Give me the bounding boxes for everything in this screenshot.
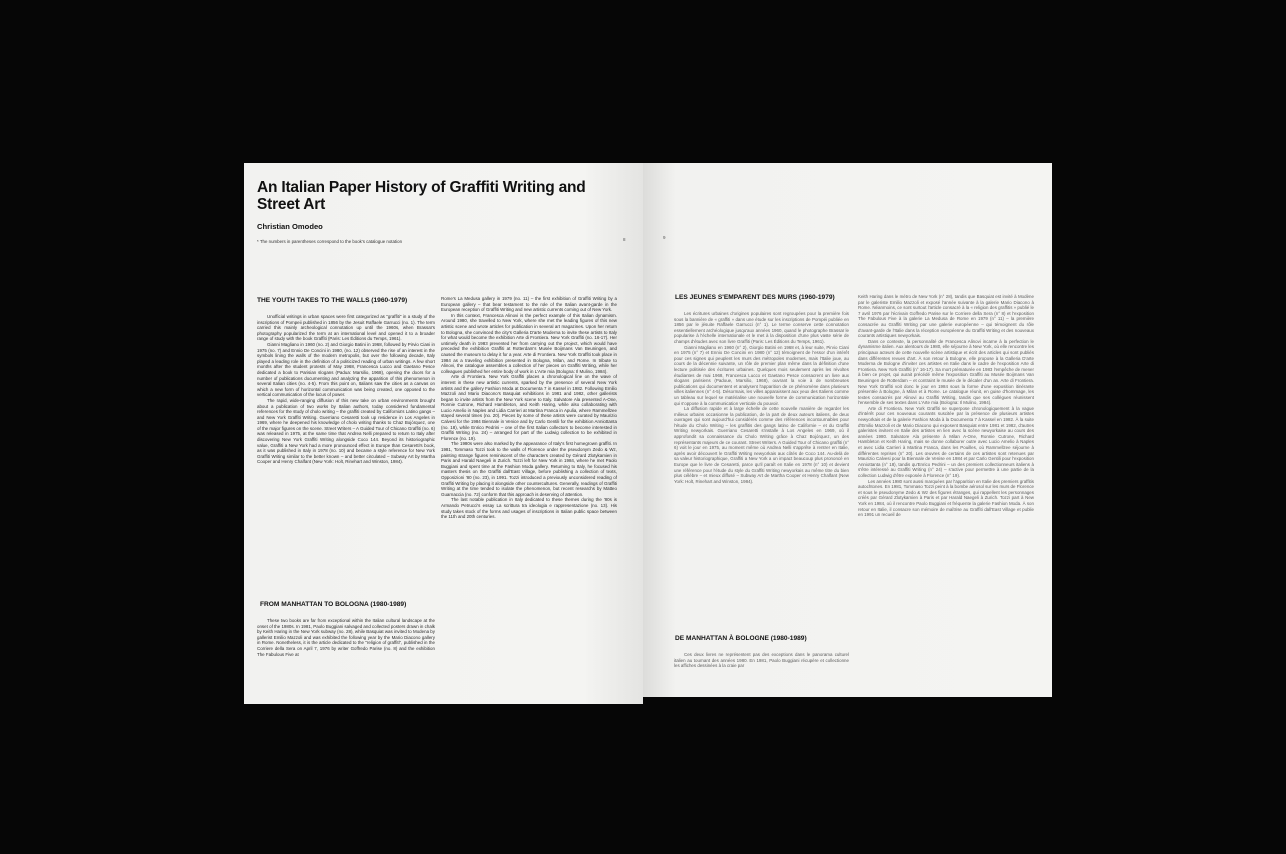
paragraph: Dans ce contexte, la personnalité de Francesca Alinovi incarne à la perfection le dynamisme italien. Aux alentours de 1980, elle séjourne à New York, où elle rencontre les principaux acteurs de cette nouvelle scène artistique et écrit des articles qui sont publiés dans différentes revues d'art. À son retour à Bologne, elle propose à la Galleria D'arte Moderna de Bologne d'inviter ces artistes en Italie dans le cadre de l'exposition Arte di Frontiera. New York Graffiti (n° 16-17). Sa mort prématurée en 1983 l'empêche de mener à bien ce projet, qui aurait précédé même l'exposition Graffiti au Musée Boijmans Van Beuningen de Rotterdam – et contraint le musée de le décaler d'un an. Arte di Frontiera. New York Graffiti voit donc le jour en 1984 sous la forme d'une exposition itinérante présentée à Bologne, à Milan et à Rome. Le catalogue réunit, en guise d'hommage, les textes consacrés par Alinovi au Graffiti Writing, tandis que ses collègues réunissent l'ensemble de ses textes dans L'Arte mia (Bologna: Il Mulino, 1984). xyxy=(858,338,1034,406)
paragraph: Arte di Frontiera. New York Graffiti places a chronological line on the wave of interest in these new artistic currents, sparked by the presence of several New York artists and the gallery Fashion Moda at Documenta 7 in Kassel in 1982. Following Emilio Mazzoli and Mario Diacono's Basquiat exhibitions in 1981 and 1982, other gallerists began to invite artists from the New York scene to Italy. Salvatore Ala presented A-One, Ronnie Cutrone, Richard Hambleton, and Keith Haring, while also collaborating with Lucio Amelio in Naples and Lidia Carrieri at Martina Franca in Apulia, where Rammellzee stayed several times (no. 20). Pieces by some of these artists were curated by Maurizio Calvesi for the 1984 Biennale in Venice and by Carlo Gentili for the exhibition Anniottanta (no. 18), while Enrico Pedrini – one of the first Italian collectors to become interested in Graffiti Writing (no. 24) – arranged for part of the Ludwig collection to be exhibited in Florence (no. 19). xyxy=(441,374,617,441)
page-number: 8 xyxy=(623,237,626,242)
paragraph: Unofficial writings in urban spaces were first categorized as "graffiti" in a study of the inscriptions of Pompeii published in 1856 by the Jesuit Raffaele Garrucci (no. 1). The term carried this mainly archeological connotation up until the 1960s, when Brassaï's photography popularized the term at an international level and opened it to a broader range of study with the book Graffiti (Paris: Les Éditions du Temps, 1961). xyxy=(257,314,435,342)
author-name: Christian Omodeo xyxy=(257,222,323,231)
paragraph: Arte di Frontiera. New York Graffiti se superpose chronologiquement à la vague d'intérêt pour ces nouveaux courants suscitée par la présence de plusieurs artistes newyorkais et de la galerie Fashion Moda à la Documenta 7 à Kassel en 1982. À la suite d'Emilio Mazzoli et de Mario Diacono qui exposent Basquiat entre 1981 et 1982, d'autres galeristes invitent en Italie des artistes en lien avec la scène newyorkaise au cours des années 1980. Salvatore Ala présente à Milan A-One, Ronnie Cutrone, Richard Hambleton et Keith Haring, mais se donne collaborer outre avec Lucio Amelio à Naples et avec Lidia Carrieri à Martina Franca, dans les Pouilles, où Rammellzee séjourne à différentes reprises (n° 20). Les œuvres de certains de ces artistes sont retenues par Maurizio Calvesi pour la Biennale de Venise en 1984 et par Carlo Gentili pour l'exposition Anniottanta (n° 18), tandis qu'Enrico Pedrini – un des premiers collectionneurs italiens à s'être intéressé au Graffiti Writing (n° 24) – s'active pour permettre à une partie de la collection Ludwig d'être exposée à Florence (n° 19). xyxy=(858,405,1034,478)
text-column-1b xyxy=(257,618,435,682)
paragraph: The rapid, wide-ranging diffusion of this new take on urban environments brought about a publication of two works by Italian authors, today considered fundamental references for the study of cholo writing – the graffiti created by California's Latino gangs – and New York Graffiti Writing. Guerriano Cesaretti took up residence in Los Angeles in 1969, where he deepened his knowledge of cholo writing thanks to Chaz Bojórquez, one of the major figures on the scene. Street Writers – A Guided Tour of Chicano Graffiti (no. 6) was released in 1975, at the same time that Andrea Nelli prepared to return to Italy after discovering New York Graffiti Writing alongside Coco 144. Beyond its historiographic value, Graffiti a New York had a more pronounced effect in Europe than Cesaretti's book, as it was published in Italy in 1978 (no. 10) and became a style reference for New York Graffiti Writing similar to the better known – and better circulated – Subway Art by Martha Cooper and Henry Chalfant (New York: Holt, Rinehart and Winston, 1984). xyxy=(257,397,435,465)
paragraph: Rome's La Medusa gallery in 1979 (no. 11) – the first exhibition of Graffiti Writing by a European gallery – that bear testament to the role of the Italian avant-garde in the European reception of Graffiti Writing and new artistic currents coming out of New York. xyxy=(441,296,617,313)
section-heading: FROM MANHATTAN TO BOLOGNA (1980-1989) xyxy=(260,601,407,608)
left-page xyxy=(244,163,643,704)
text-column-1 xyxy=(257,314,435,596)
article-title: An Italian Paper History of Graffiti Writing and Street Art xyxy=(257,179,586,213)
paragraph: The last notable publication in Italy dedicated to these themes during the '80s is Armando Petrucci's essay La scrittura tra ideologia e rappresentazione (no. 13). His study takes stock of the forms and usages of inscriptions in Italian public space between the 11th and 20th centuries. xyxy=(441,497,617,520)
right-page xyxy=(643,163,1052,697)
paragraph: La diffusion rapide et à large échelle de cette nouvelle manière de regarder les milieux urbains occasionne la publication, de la part de deux auteurs italiens, de deux ouvrages qui sont aujourd'hui considérés comme des références incontournables pour l'étude du Cholo Writing – les graffitis des gangs latino de Californie – et du Graffiti Writing newyorkais. Guerriano Cesaretti s'installe à Los Angeles en 1969, où il approfondit sa connaissance du Cholo Writing grâce à Chaz Bojórquez, un des représentants majeurs de ce courant. Street Writers. A Guided Tour of Chicano graffiti (n° 6) voit le jour en 1975, au moment même où Andrea Nelli s'apprête à rentrer en Italie, après avoir découvert le Graffiti Writing newyorkais aux côtés de Coco 144. Au-delà de sa valeur historiographique, Graffiti a New York a un impact beaucoup plus prononcé en Europe que le livre de Cesaretti, parce qu'il paraît en Italie en 1978 (n° 10) et devient une référence pour l'étude du style du Graffiti Writing newyorkais au même titre du bien plus célèbre – et mieux diffusé – Subway Art de Martha Cooper et Henry Chalfant (New York: Holt, Rinehart and Winston, 1984). xyxy=(674,406,849,484)
page-number: 9 xyxy=(663,235,666,240)
paragraph: Gianni Magliano in 1960 (no. 2) and Giorgio Batini in 1968, followed by Pirvio Ciani in 1975 (no. 7) and Ennio De Concini in 1980, (no. 12) observed the rise of an interest in the symbols lining the walls of the modern metropolis, but over the following decade, Italy played a leading role in the definition of a politicized reading of urban writings. A few short months after the student protests of May 1968, Francesca Lucco and Gaetano Pesce dedicated a book to Parisian slogans (Padua: Marsilio, 1968), opening the doors for a number of publications documenting and analyzing the apparition of this phenomenon in several Italian cities (no. 4-5). From this point on, Italians saw the cities as a canvas on which a new form of horizontal communication was being created, one opposed to the vertical communication of the locus of power. xyxy=(257,341,435,398)
paragraph: Gianni Magliano en 1960 (n° 2), Giorgio Batini en 1968 et, à leur suite, Pirvio Ciani en 1975 (n° 7) et Ennio De Concini en 1980 (n° 12) témoignent de l'essor d'un intérêt pour ces signes qui peuplent les murs des métropoles modernes, mais l'Italie joue, au cours de la décennie suivante, un rôle de premier plan même dans la définition d'une lecture politisée des écritures urbaines. Quelques mois seulement après les révoltes étudiantes de mai 1968, Francesca Lucco et Gaetano Pesce consacrent un livre aux slogans parisiens (Padoue, Marsilio, 1968), ouvrant la voie à de nombreuses publications qui documentent et analysent l'apparition de ce phénomène dans plusieurs villes italiennes (n° 4-5). Désormais, les villes apparaissent aux yeux des Italiens comme un tableau sur lequel se matérialise une nouvelle forme de communication horizontale qui s'oppose à la communication verticale du pouvoir. xyxy=(674,344,849,406)
text-column-2 xyxy=(858,294,1034,678)
paragraph: Keith Haring dans le métro de New York (n° 28), tandis que Basquiat est invité à Modène par le galeriste Emilio Mazzoli et exposé l'année suivante à la galerie Mario Diacono à Rome. Néanmoins, ce sont surtout l'article consacré à la « religion des graffitis » publié le 7 avril 1976 par l'écrivain Goffredo Parise sur le Corriere della Sera (n° 8) et l'exposition The Fabulous Five à la galerie La Medusa de Rome en 1979 (n° 11) – la première consacrée au Graffiti Writing par une galerie européenne – qui témoignent du rôle d'avant-garde de l'Italie dans la réception européenne du Graffiti Writing et des nouveaux courants artistiques newyorkais. xyxy=(858,294,1034,339)
paragraph: Les années 1980 sont aussi marquées par l'apparition en Italie des premiers graffitis autochtones. En 1981, Tommaso Tozzi peint à la bombe aérosol sur les murs de Florence et sous le pseudonyme Zedo & Wz des figures étranges, qui rappellent les personnages créés par Gérard Zlotykamien à Paris et par Harald Naegeli à Zurich. Tozzi part à New York en 1984, où il rencontre Paolo Buggiani et fréquente la galerie Fashion Moda. À son retour en Italie, il consacre son mémoire de maîtrise au Graffiti dall'East Village et publie en 1991 un recueil de xyxy=(858,478,1034,518)
text-column-2 xyxy=(441,296,617,681)
text-column-1 xyxy=(674,311,849,607)
text-column-1b xyxy=(674,652,849,682)
section-heading: LES JEUNES S'EMPARENT DES MURS (1960-1979) xyxy=(675,294,835,301)
paragraph: Ces deux livres ne représentent pas des exceptions dans le panorama culturel italien au tournant des années 1980. En 1981, Paolo Buggiani récupère et collectionne les affiches dessinées à la craie par xyxy=(674,652,849,669)
section-heading: THE YOUTH TAKES TO THE WALLS (1960-1979) xyxy=(257,297,408,304)
paragraph: In this context, Francesca Alinovi is the perfect example of this Italian dynamism. Around 1980, she travelled to New York, where she met the leading figures of this new artistic scene and wrote articles for publication in several art magazines. Upon her return to Bologna, she convinced the city's Galleria D'arte Moderna to invite these artists to Italy for what would become the exhibition Arte di Frontiera. New York Graffiti (no. 16-17). Her untimely death in 1983 prevented her from carrying out the project, which would have preceded the exhibition Graffiti at Rotterdam's Musée Boijmans Van Beuningen, and caused the museum to delay it for a year. Arte di Frontiera. New York Graffiti took place in 1984 as a traveling exhibition presented in Bologna, Milan, and Rome. In tribute to Alinovi, the catalogue assembles a collection of her pieces on Graffiti Writing, while her colleagues published her entire body of work in L'Arte mia (Bologna: Il Mulino, 1984). xyxy=(441,312,617,374)
paragraph: The 1980s were also marked by the appearance of Italy's first homegrown graffiti. In 1981, Tommaso Tozzi took to the walls of Florence under the pseudonym Zedo & Wz, painting strange figures reminiscent of the characters created by Gérard Zlotykamien in Paris and Harald Naegeli in Zurich. Tozzi left for New York in 1984, where he met Paolo Buggiani and spent time at the Fashion Moda gallery. Returning to Italy, he focused his masters thesis on the Graffiti dall'East Village, before publishing a collection of texts, Opposizioni '80 (no. 23), in 1991. Tozzi introduced a previously unconsidered reading of Graffiti Writing by placing it alongside other countercultures. Generally, readings of Graffiti Writing at the time tended to isolate the phenomenon, but recent researchs by Matteo Guarnaccia (no. 72) conform that this approach is deserving of attention. xyxy=(441,441,617,497)
paragraph: These two books are far from exceptional within the Italian cultural landscape at the onset of the 1980s. In 1981, Paolo Buggiani salvaged and collected posters drawn in chalk by Keith Haring in the New York subway (no. 28), while Basquiat was invited to Modena by gallerist Emilio Mazzoli and was exhibited the following year by the Mario Diacono gallery in Rome. Nonetheless, it is the article dedicated to the "religion of graffiti", published in the Corriere della Sera on April 7, 1976 by writer Goffredo Parise (no. 8) and the exhibition The Fabulous Five at xyxy=(257,618,435,657)
paragraph: Les écritures urbaines d'origines populaires sont regroupées pour la première fois sous la bannière de « graffiti » dans une étude sur les inscriptions de Pompéi publiée en 1856 par le jésuite Raffaele Garrucci (n° 1). Le terme conserve cette connotation essentiellement archéologique jusqu'aux années 1960, quand le photographe Brassaï le popularise à l'échelle internationale et le met à la disposition d'une plus vaste série de champs d'études avec son livre Graffiti (Paris: Les Éditions du Temps, 1961). xyxy=(674,311,849,344)
section-heading: DE MANHATTAN À BOLOGNE (1980-1989) xyxy=(675,635,807,642)
footnote: * The numbers in parentheses correspond to the book's catalogue notation xyxy=(257,239,403,244)
